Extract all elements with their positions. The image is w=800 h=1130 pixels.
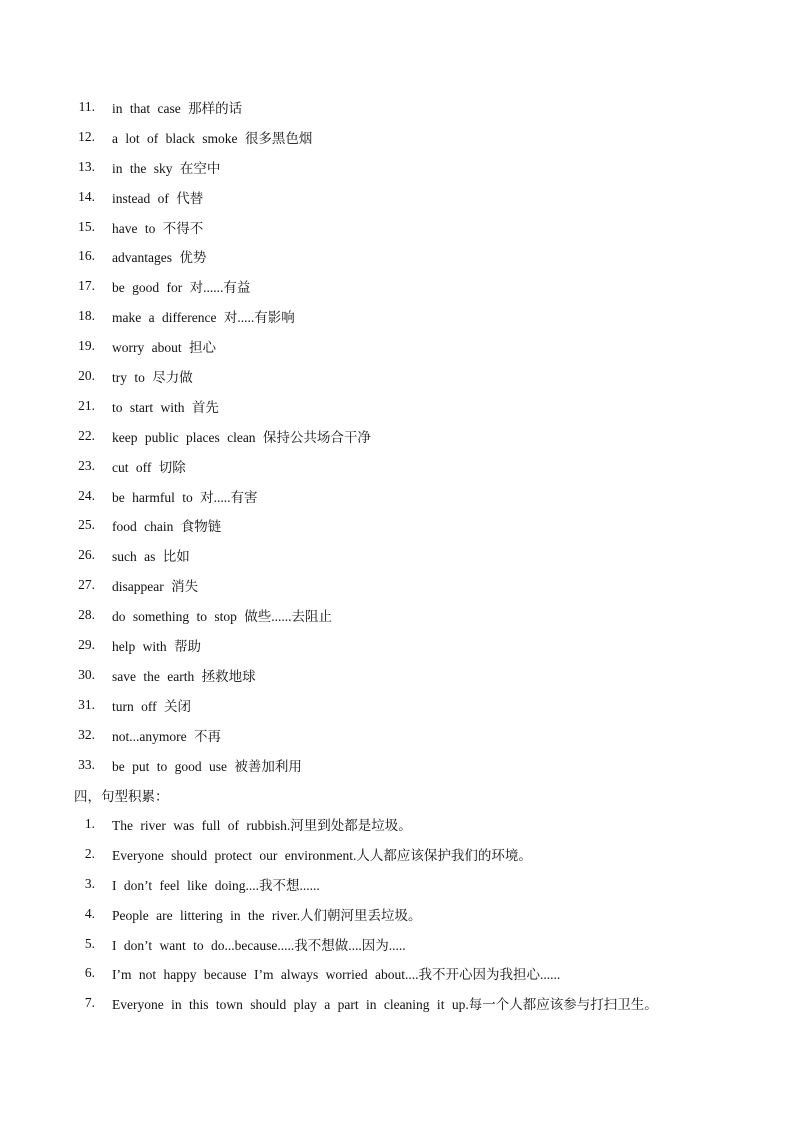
phrase-item-number: 20. <box>78 367 95 383</box>
phrase-item-number: 32. <box>78 726 95 742</box>
phrase-item-text: cut off 切除 <box>112 459 186 475</box>
phrase-item-number: 17. <box>78 278 95 294</box>
phrase-item <box>0 122 800 152</box>
phrase-item-text: in that case 那样的话 <box>112 100 243 116</box>
phrase-item <box>0 600 800 630</box>
sentence-item-number: 7. <box>84 995 95 1011</box>
phrase-item-text: such as 比如 <box>112 549 190 565</box>
phrase-item-number: 31. <box>78 696 95 712</box>
phrase-item-text: disappear 消失 <box>112 579 199 595</box>
phrase-item-number: 16. <box>78 248 95 264</box>
phrase-item <box>0 451 800 481</box>
phrase-item-number: 27. <box>78 577 95 593</box>
sentence-item-text: I don’t want to do...because.....我不想做....因为..... <box>112 937 406 953</box>
phrase-item <box>0 660 800 690</box>
phrase-item-number: 24. <box>78 487 95 503</box>
phrase-item-text: advantages 优势 <box>112 250 207 266</box>
sentence-item-number: 6. <box>84 965 95 981</box>
sentence-item <box>0 929 800 959</box>
phrase-item-text: be harmful to 对.....有害 <box>112 489 258 505</box>
phrase-item-number: 18. <box>78 308 95 324</box>
phrase-item <box>0 391 800 421</box>
phrase-item-text: a lot of black smoke 很多黑色烟 <box>112 130 313 146</box>
sentence-item-text: I’m not happy because I’m always worried about....我不开心因为我担心...... <box>112 967 561 983</box>
phrase-item-number: 11. <box>78 98 95 114</box>
sentence-item-number: 4. <box>84 905 95 921</box>
phrase-item <box>0 510 800 540</box>
phrase-item <box>0 271 800 301</box>
phrase-item-number: 21. <box>78 397 95 413</box>
phrase-item-text: not...anymore 不再 <box>112 728 221 744</box>
sentence-item <box>0 958 800 988</box>
phrase-item-text: make a difference 对.....有影响 <box>112 310 295 326</box>
sentence-item-number: 3. <box>84 875 95 891</box>
phrase-item <box>0 421 800 451</box>
phrase-item-number: 25. <box>78 517 95 533</box>
phrase-item-number: 15. <box>78 218 95 234</box>
phrase-item-text: be good for 对......有益 <box>112 280 251 296</box>
phrase-item-text: in the sky 在空中 <box>112 160 221 176</box>
phrase-item <box>0 720 800 750</box>
phrase-item-number: 30. <box>78 666 95 682</box>
sentence-list <box>0 809 800 1018</box>
sentence-item <box>0 899 800 929</box>
phrase-item-text: try to 尽力做 <box>112 369 193 385</box>
section-heading: 四，句型积累： <box>74 789 169 804</box>
phrase-item-number: 28. <box>78 607 95 623</box>
phrase-item-text: keep public places clean 保持公共场合干净 <box>112 429 371 445</box>
sentence-item-number: 5. <box>84 935 95 951</box>
sentence-item-number: 2. <box>84 845 95 861</box>
phrase-item-text: do something to stop 做些......去阻止 <box>112 609 333 625</box>
sentence-item-text: People are littering in the river.人们朝河里丢垃圾。 <box>112 907 422 923</box>
phrase-item-number: 12. <box>78 128 95 144</box>
sentence-item-text: I don’t feel like doing....我不想...... <box>112 877 320 893</box>
phrase-item <box>0 212 800 242</box>
phrase-item-text: have to 不得不 <box>112 220 204 236</box>
sentence-item-text: Everyone should protect our environment.人人都应该保护我们的环境。 <box>112 847 532 863</box>
sentence-item <box>0 839 800 869</box>
phrase-item-number: 14. <box>78 188 95 204</box>
sentence-item <box>0 809 800 839</box>
sentence-item-number: 1. <box>84 815 95 831</box>
sentence-item-text: The river was full of rubbish.河里到处都是垃圾。 <box>112 817 412 833</box>
phrase-item-text: instead of 代替 <box>112 190 204 206</box>
phrase-item-number: 29. <box>78 636 95 652</box>
phrase-item-text: be put to good use 被善加利用 <box>112 758 302 774</box>
phrase-item-number: 19. <box>78 338 95 354</box>
phrase-item <box>0 690 800 720</box>
phrase-item-number: 26. <box>78 547 95 563</box>
phrase-item-number: 23. <box>78 457 95 473</box>
phrase-item-text: turn off 关闭 <box>112 698 191 714</box>
phrase-item <box>0 92 800 122</box>
phrase-item <box>0 481 800 511</box>
phrase-item-number: 22. <box>78 427 95 443</box>
sentence-item-text: Everyone in this town should play a part in cleaning it up.每一个人都应该参与打扫卫生。 <box>112 997 658 1013</box>
sentence-item <box>0 988 800 1018</box>
phrase-item <box>0 331 800 361</box>
phrase-item <box>0 152 800 182</box>
phrase-item-text: worry about 担心 <box>112 340 216 356</box>
phrase-item-text: food chain 食物链 <box>112 519 222 535</box>
phrase-item <box>0 361 800 391</box>
phrase-item <box>0 301 800 331</box>
phrase-item-text: help with 帮助 <box>112 638 201 654</box>
phrase-item-text: to start with 首先 <box>112 399 219 415</box>
phrase-item <box>0 630 800 660</box>
phrase-item <box>0 570 800 600</box>
phrase-item-number: 33. <box>78 756 95 772</box>
phrase-item <box>0 540 800 570</box>
phrase-list <box>0 92 800 779</box>
phrase-item <box>0 182 800 212</box>
phrase-item <box>0 241 800 271</box>
phrase-item-number: 13. <box>78 158 95 174</box>
phrase-item-text: save the earth 拯救地球 <box>112 668 256 684</box>
sentence-item <box>0 869 800 899</box>
phrase-item <box>0 750 800 780</box>
